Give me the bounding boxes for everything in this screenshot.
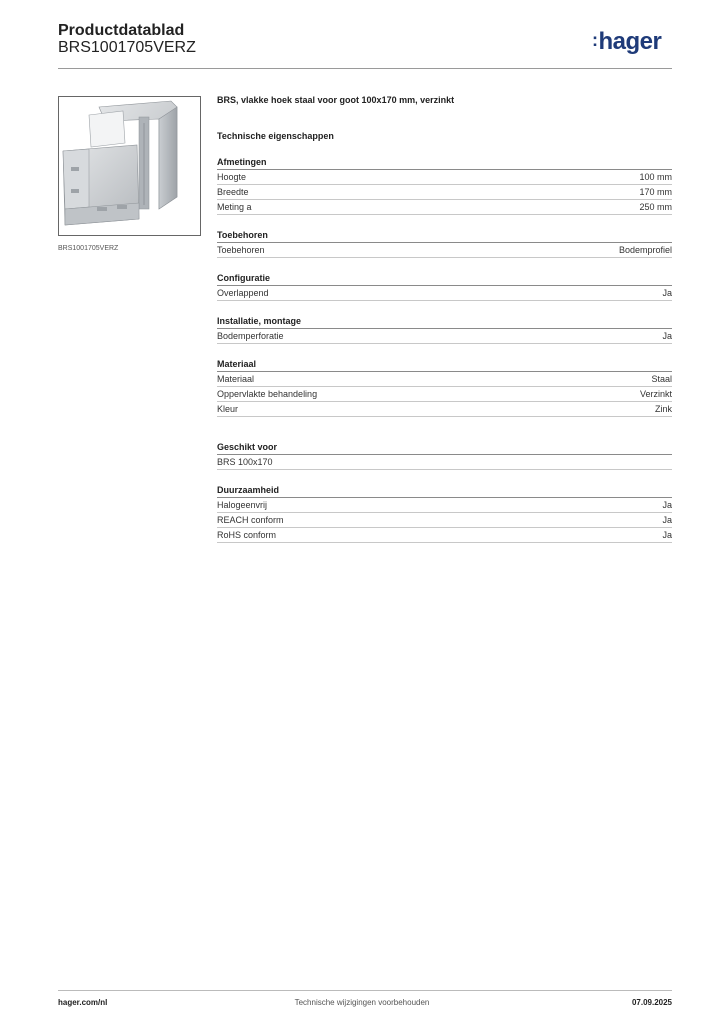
technical-properties-heading: Technische eigenschappen	[217, 131, 334, 141]
spec-value: Staal	[651, 374, 672, 384]
spec-label: BRS 100x170	[217, 457, 273, 467]
spec-label: Bodemperforatie	[217, 331, 284, 341]
section-material	[217, 358, 672, 417]
product-title: BRS, vlakke hoek staal voor goot 100x170 mm, verzinkt	[217, 95, 455, 105]
spec-label: Oppervlakte behandeling	[217, 389, 318, 399]
spec-row	[217, 286, 672, 301]
spec-label: Meting a	[217, 202, 252, 212]
footer-website-link[interactable]: hager.com/nl	[58, 998, 108, 1007]
spec-value: 170 mm	[639, 187, 672, 197]
hager-logo	[592, 28, 661, 56]
cable-trunking-corner-icon	[59, 97, 200, 235]
spec-value: Bodemprofiel	[618, 245, 672, 255]
section-heading: Configuratie	[217, 272, 672, 286]
section-suitable-for	[217, 441, 672, 470]
product-code: BRS1001705VERZ	[58, 39, 196, 56]
spec-content	[217, 92, 672, 543]
section-sustainability	[217, 484, 672, 543]
section-configuration	[217, 272, 672, 301]
spec-value: Ja	[662, 530, 672, 540]
spec-row	[217, 513, 672, 528]
spec-row	[217, 402, 672, 417]
spec-label: Toebehoren	[217, 245, 265, 255]
spec-value: Ja	[662, 331, 672, 341]
spec-value: 100 mm	[639, 172, 672, 182]
logo-dots-icon: :	[592, 30, 598, 50]
section-heading: Toebehoren	[217, 229, 672, 243]
spec-value: Ja	[662, 515, 672, 525]
spec-label: REACH conform	[217, 515, 284, 525]
section-heading: Installatie, montage	[217, 315, 672, 329]
document-title: Productdatablad	[58, 22, 185, 39]
spec-row	[217, 200, 672, 215]
spec-value: 250 mm	[639, 202, 672, 212]
product-image	[58, 96, 201, 236]
image-caption: BRS1001705VERZ	[58, 245, 119, 252]
section-installation	[217, 315, 672, 344]
spec-label: RoHS conform	[217, 530, 277, 540]
spec-value: Ja	[662, 288, 672, 298]
spec-label: Overlappend	[217, 288, 269, 298]
spec-row	[217, 528, 672, 543]
spec-value: Verzinkt	[639, 389, 672, 399]
spec-row	[217, 372, 672, 387]
spec-row	[217, 243, 672, 258]
footer-date: 07.09.2025	[631, 998, 672, 1007]
header-divider	[58, 68, 672, 69]
spec-row	[217, 387, 672, 402]
footer-divider	[58, 990, 672, 991]
section-heading: Afmetingen	[217, 156, 672, 170]
section-dimensions	[217, 156, 672, 215]
spec-row	[217, 498, 672, 513]
section-heading: Materiaal	[217, 358, 672, 372]
section-heading: Duurzaamheid	[217, 484, 672, 498]
spec-row	[217, 185, 672, 200]
spec-row	[217, 329, 672, 344]
logo-text: hager	[598, 28, 662, 55]
spec-label: Hoogte	[217, 172, 247, 182]
spec-value: Ja	[662, 500, 672, 510]
section-accessories	[217, 229, 672, 258]
spec-row	[217, 170, 672, 185]
spec-label: Breedte	[217, 187, 249, 197]
footer-notice: Technische wijzigingen voorbehouden	[294, 998, 430, 1007]
section-heading: Geschikt voor	[217, 441, 672, 455]
spec-value: Zink	[654, 404, 672, 414]
spec-label: Materiaal	[217, 374, 255, 384]
spec-label: Kleur	[217, 404, 239, 414]
spec-row	[217, 455, 672, 470]
spec-label: Halogeenvrij	[217, 500, 268, 510]
